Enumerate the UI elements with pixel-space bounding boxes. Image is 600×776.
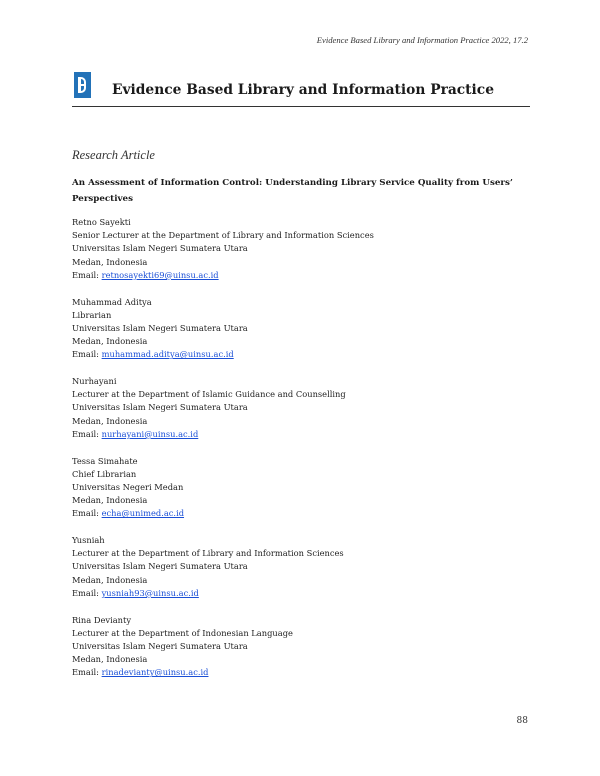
author-role: Librarian: [72, 309, 112, 320]
email-label: Email:: [72, 349, 102, 360]
author-location: Medan, Indonesia: [72, 256, 148, 267]
author-role: Lecturer at the Department of Islamic Guidance and Counselling: [72, 389, 346, 400]
author-email-link[interactable]: yusniah93@uinsu.ac.id: [101, 587, 199, 598]
author-role: Lecturer at the Department of Indonesian Language: [72, 627, 293, 638]
author-role: Chief Librarian: [72, 468, 137, 479]
author-email-line: [72, 348, 532, 361]
author-email-link[interactable]: rinadevianty@uinsu.ac.id: [101, 667, 209, 678]
journal-header: [72, 72, 530, 107]
author-email-link[interactable]: retnosayekti69@uinsu.ac.id: [101, 269, 219, 280]
journal-logo-icon: [74, 72, 91, 98]
author-location: Medan, Indonesia: [72, 495, 148, 506]
author-name: Muhammad Aditya: [72, 296, 152, 307]
author-name: Rina Devianty: [72, 614, 132, 625]
email-label: Email:: [72, 587, 102, 598]
page-number: 88: [516, 716, 528, 726]
email-label: Email:: [72, 269, 102, 280]
author-block: [72, 455, 532, 535]
author-block: [72, 216, 532, 296]
author-block: [72, 296, 532, 376]
author-email-link[interactable]: muhammad.aditya@uinsu.ac.id: [101, 349, 234, 360]
author-name: Tessa Simahate: [72, 455, 138, 466]
author-block: [72, 534, 532, 614]
email-label: Email:: [72, 428, 102, 439]
author-institution: Universitas Islam Negeri Sumatera Utara: [72, 243, 248, 254]
article-type: Research Article: [72, 148, 155, 162]
author-location: Medan, Indonesia: [72, 336, 148, 347]
author-name: Nurhayani: [72, 376, 117, 386]
author-email-line: [72, 507, 532, 520]
email-label: Email:: [72, 667, 102, 678]
author-email-link[interactable]: nurhayani@uinsu.ac.id: [101, 428, 199, 439]
author-name: Yusniah: [72, 535, 105, 545]
author-institution: Universitas Islam Negeri Sumatera Utara: [72, 561, 248, 572]
author-block: [72, 375, 532, 455]
article-title: An Assessment of Information Control: Understanding Library Service Quality from Users’ Perspectives: [72, 178, 513, 204]
author-email-line: [72, 428, 532, 441]
author-list: [72, 216, 532, 693]
author-institution: Universitas Negeri Medan: [72, 481, 184, 492]
author-block: [72, 614, 532, 694]
author-location: Medan, Indonesia: [72, 654, 148, 665]
author-email-link[interactable]: echa@unimed.ac.id: [101, 508, 185, 519]
author-role: Lecturer at the Department of Library and Information Sciences: [72, 548, 344, 559]
author-email-line: [72, 269, 532, 282]
running-head: Evidence Based Library and Information Practice 2022, 17.2: [316, 35, 528, 45]
author-location: Medan, Indonesia: [72, 415, 148, 426]
author-institution: Universitas Islam Negeri Sumatera Utara: [72, 322, 248, 333]
author-name: Retno Sayekti: [72, 217, 131, 227]
email-label: Email:: [72, 508, 102, 519]
author-email-line: [72, 587, 532, 600]
author-institution: Universitas Islam Negeri Sumatera Utara: [72, 640, 248, 651]
author-email-line: [72, 666, 532, 679]
journal-title: Evidence Based Library and Information Practice: [112, 82, 494, 98]
author-role: Senior Lecturer at the Department of Library and Information Sciences: [72, 230, 374, 241]
author-institution: Universitas Islam Negeri Sumatera Utara: [72, 402, 248, 413]
author-location: Medan, Indonesia: [72, 574, 148, 585]
